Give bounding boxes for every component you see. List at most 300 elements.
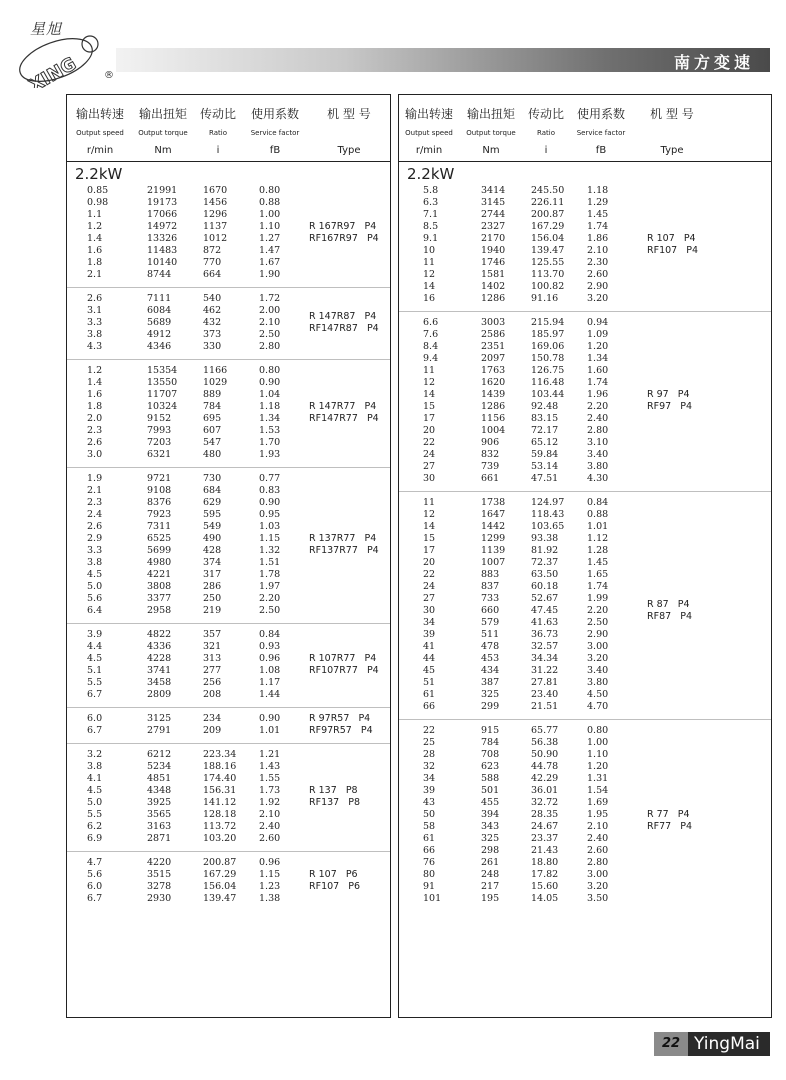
model-type-label: RF97R57 P4 [309, 725, 373, 736]
ratio-cell: 462 [203, 305, 222, 316]
torque-cell: 4851 [147, 773, 172, 784]
ratio-cell: 200.87 [531, 209, 565, 220]
speed-cell: 80 [423, 869, 436, 880]
torque-cell: 298 [481, 845, 500, 856]
service-factor-cell: 3.40 [587, 665, 609, 676]
service-factor-cell: 2.10 [587, 821, 609, 832]
table-row [399, 401, 771, 413]
speed-cell: 5.5 [87, 677, 103, 688]
torque-cell: 9108 [147, 485, 172, 496]
torque-cell: 1738 [481, 497, 506, 508]
service-factor-cell: 1.17 [259, 677, 281, 688]
torque-cell: 4822 [147, 629, 172, 640]
service-factor-cell: 0.80 [259, 365, 281, 376]
model-type-label: R 107 P6 [309, 869, 358, 880]
model-type-label: RF137R77 P4 [309, 545, 379, 556]
service-factor-cell: 2.80 [587, 425, 609, 436]
table-row [67, 293, 390, 305]
speed-cell: 4.5 [87, 653, 103, 664]
table-row [67, 773, 390, 785]
ratio-cell: 23.40 [531, 689, 559, 700]
service-factor-cell: 2.40 [587, 833, 609, 844]
ratio-cell: 113.70 [531, 269, 565, 280]
table-row [399, 761, 771, 773]
table-row [67, 641, 390, 653]
ratio-cell: 156.04 [531, 233, 565, 244]
service-factor-cell: 4.30 [587, 473, 609, 484]
torque-cell: 394 [481, 809, 500, 820]
ratio-cell: 21.43 [531, 845, 559, 856]
torque-cell: 733 [481, 593, 500, 604]
speed-cell: 30 [423, 605, 436, 616]
table-row [399, 317, 771, 329]
ratio-cell: 629 [203, 497, 222, 508]
service-factor-cell: 1.74 [587, 581, 609, 592]
torque-cell: 5699 [147, 545, 172, 556]
table-row [399, 185, 771, 197]
ratio-cell: 208 [203, 689, 222, 700]
ratio-cell: 141.12 [203, 797, 237, 808]
torque-cell: 1286 [481, 401, 506, 412]
table-row [399, 833, 771, 845]
ratio-cell: 256 [203, 677, 222, 688]
model-type-label: R 97 P4 [647, 389, 690, 400]
table-row [399, 461, 771, 473]
service-factor-cell: 1.45 [587, 209, 609, 220]
torque-cell: 3377 [147, 593, 172, 604]
service-factor-cell: 1.09 [587, 329, 609, 340]
ratio-cell: 32.72 [531, 797, 559, 808]
speed-cell: 12 [423, 509, 436, 520]
service-factor-cell: 0.84 [259, 629, 281, 640]
ratio-cell: 24.67 [531, 821, 559, 832]
service-factor-cell: 1.55 [259, 773, 281, 784]
torque-cell: 4336 [147, 641, 172, 652]
torque-cell: 623 [481, 761, 500, 772]
ratio-cell: 83.15 [531, 413, 559, 424]
ratio-cell: 93.38 [531, 533, 559, 544]
speed-cell: 4.3 [87, 341, 103, 352]
torque-cell: 2809 [147, 689, 172, 700]
speed-cell: 2.1 [87, 269, 103, 280]
torque-cell: 3278 [147, 881, 172, 892]
ratio-cell: 42.29 [531, 773, 559, 784]
page-number: 22 [654, 1032, 688, 1056]
ratio-cell: 103.20 [203, 833, 237, 844]
service-factor-cell: 0.90 [259, 497, 281, 508]
torque-cell: 325 [481, 833, 500, 844]
service-factor-cell: 1.95 [587, 809, 609, 820]
ratio-cell: 113.72 [203, 821, 237, 832]
service-factor-cell: 1.65 [587, 569, 609, 580]
ratio-cell: 432 [203, 317, 222, 328]
service-factor-cell: 0.80 [587, 725, 609, 736]
ratio-cell: 1137 [203, 221, 228, 232]
ratio-cell: 695 [203, 413, 222, 424]
speed-cell: 4.1 [87, 773, 103, 784]
torque-cell: 15354 [147, 365, 178, 376]
service-factor-cell: 0.96 [259, 857, 281, 868]
speed-cell: 27 [423, 461, 436, 472]
service-factor-cell: 0.96 [259, 653, 281, 664]
torque-cell: 2958 [147, 605, 172, 616]
torque-cell: 11483 [147, 245, 178, 256]
service-factor-cell: 0.88 [587, 509, 609, 520]
torque-cell: 21991 [147, 185, 178, 196]
torque-cell: 7993 [147, 425, 172, 436]
service-factor-cell: 1.45 [587, 557, 609, 568]
speed-cell: 58 [423, 821, 436, 832]
speed-cell: 1.4 [87, 377, 103, 388]
speed-cell: 1.8 [87, 257, 103, 268]
ratio-cell: 81.92 [531, 545, 559, 556]
service-factor-cell: 1.21 [259, 749, 281, 760]
speed-cell: 8.4 [423, 341, 439, 352]
speed-cell: 50 [423, 809, 436, 820]
ratio-cell: 1296 [203, 209, 228, 220]
speed-cell: 1.4 [87, 233, 103, 244]
torque-cell: 784 [481, 737, 500, 748]
table-row [67, 569, 390, 581]
torque-cell: 661 [481, 473, 500, 484]
torque-cell: 3125 [147, 713, 172, 724]
service-factor-cell: 0.84 [587, 497, 609, 508]
ratio-cell: 34.34 [531, 653, 559, 664]
speed-cell: 3.8 [87, 761, 103, 772]
model-type-label: R 97R57 P4 [309, 713, 371, 724]
service-factor-cell: 1.60 [587, 365, 609, 376]
model-type-label: RF107 P6 [309, 881, 361, 892]
service-factor-cell: 1.73 [259, 785, 281, 796]
ratio-cell: 313 [203, 653, 222, 664]
ratio-cell: 21.51 [531, 701, 559, 712]
ratio-cell: 17.82 [531, 869, 559, 880]
table-row [399, 497, 771, 509]
torque-cell: 3003 [481, 317, 506, 328]
table-row [399, 353, 771, 365]
ratio-cell: 156.04 [203, 881, 237, 892]
speed-cell: 8.5 [423, 221, 439, 232]
ratio-cell: 223.34 [203, 749, 237, 760]
table-row [67, 761, 390, 773]
ratio-cell: 321 [203, 641, 222, 652]
table-row [399, 845, 771, 857]
speed-cell: 16 [423, 293, 436, 304]
service-factor-cell: 1.08 [259, 665, 281, 676]
torque-cell: 1746 [481, 257, 506, 268]
service-factor-cell: 2.10 [587, 245, 609, 256]
service-factor-cell: 1.27 [259, 233, 281, 244]
power-label: 2.2kW [407, 165, 455, 183]
torque-cell: 4346 [147, 341, 172, 352]
speed-cell: 61 [423, 689, 436, 700]
speed-cell: 17 [423, 545, 436, 556]
torque-cell: 2586 [481, 329, 506, 340]
torque-cell: 5234 [147, 761, 172, 772]
service-factor-cell: 2.60 [587, 269, 609, 280]
speed-cell: 15 [423, 533, 436, 544]
ratio-cell: 63.50 [531, 569, 559, 580]
service-factor-cell: 1.86 [587, 233, 609, 244]
torque-cell: 4221 [147, 569, 172, 580]
service-factor-cell: 4.50 [587, 689, 609, 700]
table-row [67, 245, 390, 257]
speed-cell: 17 [423, 413, 436, 424]
torque-cell: 10324 [147, 401, 178, 412]
ratio-cell: 56.38 [531, 737, 559, 748]
torque-cell: 13326 [147, 233, 178, 244]
speed-cell: 6.7 [87, 893, 103, 904]
ratio-cell: 126.75 [531, 365, 565, 376]
service-factor-cell: 2.20 [587, 605, 609, 616]
service-factor-cell: 2.20 [587, 401, 609, 412]
service-factor-cell: 0.90 [259, 377, 281, 388]
speed-cell: 25 [423, 737, 436, 748]
ratio-cell: 730 [203, 473, 222, 484]
table-row [399, 857, 771, 869]
torque-cell: 1286 [481, 293, 506, 304]
table-row [67, 581, 390, 593]
ratio-cell: 245.50 [531, 185, 565, 196]
left-table [66, 94, 391, 1018]
speed-cell: 91 [423, 881, 436, 892]
ratio-cell: 36.01 [531, 785, 559, 796]
ratio-cell: 1670 [203, 185, 228, 196]
service-factor-cell: 1.15 [259, 533, 281, 544]
service-factor-cell: 1.03 [259, 521, 281, 532]
brand-logo [12, 18, 114, 88]
torque-cell: 10140 [147, 257, 178, 268]
speed-cell: 6.0 [87, 713, 103, 724]
table-row [399, 617, 771, 629]
speed-cell: 5.8 [423, 185, 439, 196]
speed-cell: 9.4 [423, 353, 439, 364]
table-row [399, 677, 771, 689]
service-factor-cell: 1.51 [259, 557, 281, 568]
speed-cell: 10 [423, 245, 436, 256]
service-factor-cell: 1.20 [587, 761, 609, 772]
speed-cell: 4.5 [87, 785, 103, 796]
ratio-cell: 174.40 [203, 773, 237, 784]
speed-cell: 34 [423, 617, 436, 628]
table-row [67, 857, 390, 869]
ratio-cell: 373 [203, 329, 222, 340]
service-factor-cell: 1.67 [259, 257, 281, 268]
speed-cell: 3.1 [87, 305, 103, 316]
table-row [67, 389, 390, 401]
service-factor-cell: 1.20 [587, 341, 609, 352]
ratio-cell: 139.47 [203, 893, 237, 904]
speed-cell: 5.6 [87, 869, 103, 880]
service-factor-cell: 1.74 [587, 377, 609, 388]
ratio-cell: 156.31 [203, 785, 237, 796]
ratio-cell: 490 [203, 533, 222, 544]
ratio-cell: 50.90 [531, 749, 559, 760]
service-factor-cell: 1.15 [259, 869, 281, 880]
table-row [67, 269, 390, 281]
speed-cell: 61 [423, 833, 436, 844]
service-factor-cell: 1.74 [587, 221, 609, 232]
torque-cell: 7311 [147, 521, 172, 532]
table-row [67, 365, 390, 377]
torque-cell: 501 [481, 785, 500, 796]
service-factor-cell: 1.00 [587, 737, 609, 748]
torque-cell: 708 [481, 749, 500, 760]
speed-cell: 5.0 [87, 797, 103, 808]
torque-cell: 1156 [481, 413, 506, 424]
ratio-cell: 185.97 [531, 329, 565, 340]
ratio-cell: 234 [203, 713, 222, 724]
ratio-cell: 664 [203, 269, 222, 280]
speed-cell: 45 [423, 665, 436, 676]
torque-cell: 1940 [481, 245, 506, 256]
service-factor-cell: 0.90 [259, 713, 281, 724]
ratio-cell: 1012 [203, 233, 228, 244]
torque-cell: 579 [481, 617, 500, 628]
model-type-label: R 137R77 P4 [309, 533, 377, 544]
table-row [399, 593, 771, 605]
speed-cell: 43 [423, 797, 436, 808]
torque-cell: 325 [481, 689, 500, 700]
ratio-cell: 47.51 [531, 473, 559, 484]
table-row [399, 809, 771, 821]
ratio-cell: 209 [203, 725, 222, 736]
speed-cell: 9.1 [423, 233, 439, 244]
table-row [67, 497, 390, 509]
ratio-cell: 540 [203, 293, 222, 304]
torque-cell: 453 [481, 653, 500, 664]
service-factor-cell: 1.12 [587, 533, 609, 544]
torque-cell: 6212 [147, 749, 172, 760]
torque-cell: 1620 [481, 377, 506, 388]
speed-cell: 5.0 [87, 581, 103, 592]
speed-cell: 6.3 [423, 197, 439, 208]
service-factor-cell: 1.92 [259, 797, 281, 808]
speed-cell: 30 [423, 473, 436, 484]
ratio-cell: 124.97 [531, 497, 565, 508]
speed-cell: 51 [423, 677, 436, 688]
speed-cell: 41 [423, 641, 436, 652]
table-row [67, 689, 390, 701]
service-factor-cell: 1.54 [587, 785, 609, 796]
speed-cell: 4.5 [87, 569, 103, 580]
speed-cell: 1.8 [87, 401, 103, 412]
service-factor-cell: 2.60 [259, 833, 281, 844]
model-type-label: R 77 P4 [647, 809, 690, 820]
torque-cell: 17066 [147, 209, 178, 220]
table-row [67, 341, 390, 353]
ratio-cell: 100.82 [531, 281, 565, 292]
ratio-cell: 607 [203, 425, 222, 436]
ratio-cell: 330 [203, 341, 222, 352]
table-row [399, 653, 771, 665]
torque-cell: 343 [481, 821, 500, 832]
speed-cell: 2.3 [87, 425, 103, 436]
service-factor-cell: 1.29 [587, 197, 609, 208]
speed-cell: 2.4 [87, 509, 103, 520]
service-factor-cell: 1.44 [259, 689, 281, 700]
service-factor-cell: 3.20 [587, 881, 609, 892]
speed-cell: 4.7 [87, 857, 103, 868]
table-row [67, 485, 390, 497]
model-type-label: RF97 P4 [647, 401, 692, 412]
logo-script-text: 星旭 [30, 20, 63, 38]
torque-cell: 3414 [481, 185, 506, 196]
torque-cell: 9152 [147, 413, 172, 424]
ratio-cell: 59.84 [531, 449, 559, 460]
model-type-label: R 137 P8 [309, 785, 358, 796]
speed-cell: 0.85 [87, 185, 109, 196]
ratio-cell: 28.35 [531, 809, 559, 820]
speed-cell: 14 [423, 281, 436, 292]
ratio-cell: 47.45 [531, 605, 559, 616]
torque-cell: 1647 [481, 509, 506, 520]
ratio-cell: 277 [203, 665, 222, 676]
service-factor-cell: 0.80 [259, 185, 281, 196]
speed-cell: 1.2 [87, 365, 103, 376]
ratio-cell: 169.06 [531, 341, 565, 352]
ratio-cell: 18.80 [531, 857, 559, 868]
service-factor-cell: 1.38 [259, 893, 281, 904]
table-row [67, 509, 390, 521]
header-title: 南方变速 [673, 53, 754, 72]
model-type-label: R 147R77 P4 [309, 401, 377, 412]
speed-cell: 101 [423, 893, 442, 904]
ratio-cell: 103.65 [531, 521, 565, 532]
speed-cell: 20 [423, 425, 436, 436]
ratio-cell: 92.48 [531, 401, 559, 412]
speed-cell: 3.0 [87, 449, 103, 460]
table-row [67, 209, 390, 221]
service-factor-cell: 3.00 [587, 869, 609, 880]
table-row [399, 773, 771, 785]
torque-cell: 7203 [147, 437, 172, 448]
right-table [398, 94, 772, 1018]
speed-cell: 2.0 [87, 413, 103, 424]
speed-cell: 6.4 [87, 605, 103, 616]
table-row [399, 881, 771, 893]
table-row [399, 293, 771, 305]
table-row [399, 785, 771, 797]
service-factor-cell: 1.53 [259, 425, 281, 436]
service-factor-cell: 0.94 [587, 317, 609, 328]
service-factor-cell: 1.23 [259, 881, 281, 892]
torque-cell: 3163 [147, 821, 172, 832]
speed-cell: 39 [423, 629, 436, 640]
service-factor-cell: 2.90 [587, 281, 609, 292]
table-row [399, 869, 771, 881]
torque-cell: 588 [481, 773, 500, 784]
speed-cell: 3.3 [87, 317, 103, 328]
table-row [399, 701, 771, 713]
ratio-cell: 116.48 [531, 377, 565, 388]
service-factor-cell: 1.96 [587, 389, 609, 400]
table-row [67, 629, 390, 641]
ratio-cell: 27.81 [531, 677, 559, 688]
table-row [399, 269, 771, 281]
table-row [399, 821, 771, 833]
table-row [399, 581, 771, 593]
torque-cell: 511 [481, 629, 500, 640]
speed-cell: 32 [423, 761, 436, 772]
torque-cell: 8376 [147, 497, 172, 508]
torque-cell: 4980 [147, 557, 172, 568]
ratio-cell: 167.29 [203, 869, 237, 880]
table-row [399, 329, 771, 341]
ratio-cell: 215.94 [531, 317, 565, 328]
torque-cell: 6084 [147, 305, 172, 316]
torque-cell: 478 [481, 641, 500, 652]
